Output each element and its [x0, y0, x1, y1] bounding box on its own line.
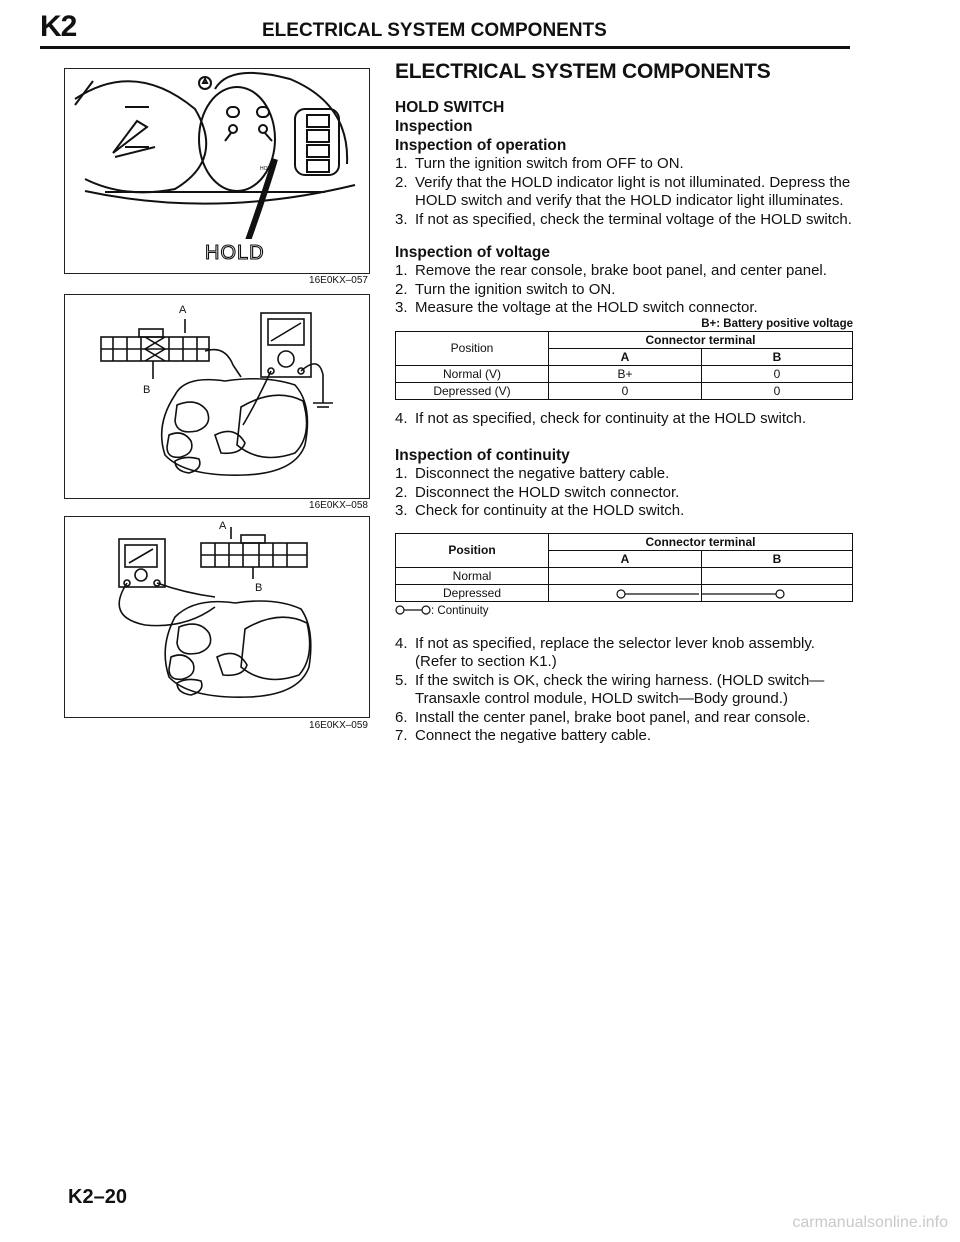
list-item: 4. If not as specified, replace the selector lever knob assembly. (Refer to section K1.) — [395, 634, 815, 670]
table-row: Depressed (V) 0 0 — [396, 382, 853, 399]
continuity-symbol-start-icon — [549, 586, 699, 600]
position-header: Position — [396, 331, 549, 365]
terminal-b-label: B — [255, 582, 263, 594]
continuity-after-steps — [395, 635, 855, 746]
content-column — [395, 60, 855, 746]
voltage-heading: Inspection of voltage — [395, 244, 551, 261]
figure-caption-3: 16E0KX–059 — [309, 720, 368, 731]
position-header: Position — [396, 533, 549, 567]
continuity-table — [395, 533, 853, 602]
column-b-header: B — [702, 348, 853, 365]
continuity-cell-a — [549, 584, 702, 601]
continuity-cell-b — [702, 584, 853, 601]
table-row: Normal — [396, 567, 853, 584]
list-item: 3. Check for continuity at the HOLD switch. — [395, 502, 685, 519]
continuity-check-illustration — [65, 517, 368, 716]
continuity-legend-icon — [395, 605, 431, 615]
svg-text:HOLD: HOLD — [260, 166, 274, 172]
list-item: 3. If not as specified, check the terminal voltage of the HOLD switch. — [395, 210, 852, 228]
figure-caption-2: 16E0KX–058 — [309, 500, 368, 511]
continuity-heading: Inspection of continuity — [395, 447, 570, 464]
figure-caption-1: 16E0KX–057 — [309, 275, 368, 286]
list-item: 1. Disconnect the negative battery cable. — [395, 465, 670, 482]
operation-steps — [395, 155, 855, 229]
terminal-a-label: A — [219, 520, 227, 532]
watermark: carmanualsonline.info — [792, 1214, 948, 1231]
voltage-steps — [395, 262, 855, 318]
connector-terminal-header: Connector terminal — [549, 331, 853, 348]
voltage-table — [395, 331, 853, 400]
list-item: 2. Turn the ignition switch to ON. — [395, 280, 616, 298]
list-item: 1. Remove the rear console, brake boot panel, and center panel. — [395, 262, 827, 279]
figure-continuity-check — [64, 516, 370, 718]
inspection-heading: Inspection — [395, 118, 473, 135]
list-item: 3. Measure the voltage at the HOLD switch connector. — [395, 299, 758, 316]
continuity-symbol-end-icon — [702, 586, 852, 600]
header-rule — [40, 46, 850, 49]
hold-label: HOLD — [205, 242, 265, 264]
list-item: 2. Disconnect the HOLD switch connector. — [395, 483, 680, 501]
list-item: 2. Verify that the HOLD indicator light is not illuminated. Depress the HOLD switch and verify that the HOLD indicator light illuminates. — [395, 173, 851, 209]
list-item: 7. Connect the negative battery cable. — [395, 727, 651, 744]
section-code: K2 — [40, 10, 77, 43]
list-item: 5. If the switch is OK, check the wiring harness. (HOLD switch—Transaxle control module, HOLD switch—Body ground.) — [395, 671, 825, 707]
continuity-steps — [395, 465, 855, 521]
list-item: 4. If not as specified, check for continuity at the HOLD switch. — [395, 409, 807, 427]
column-a-header: A — [549, 348, 702, 365]
continuity-legend: : Continuity — [395, 605, 855, 617]
operation-heading: Inspection of operation — [395, 137, 567, 154]
figure-voltage-measurement — [64, 294, 370, 499]
section-title: ELECTRICAL SYSTEM COMPONENTS — [395, 60, 771, 83]
table-row: Normal (V) B+ 0 — [396, 365, 853, 382]
voltage-after-steps — [395, 410, 855, 429]
terminal-a-label: A — [179, 304, 187, 316]
battery-voltage-note: B+: Battery positive voltage — [701, 317, 853, 330]
page-number: K2–20 — [68, 1186, 127, 1208]
page-header-title: ELECTRICAL SYSTEM COMPONENTS — [262, 20, 607, 41]
component-heading: HOLD SWITCH — [395, 99, 505, 116]
connector-terminal-header: Connector terminal — [549, 533, 853, 550]
column-b-header: B — [702, 550, 853, 567]
column-a-header: A — [549, 550, 702, 567]
figure-hold-indicator — [64, 68, 370, 274]
list-item: 6. Install the center panel, brake boot panel, and rear console. — [395, 708, 811, 726]
table-row: Depressed — [396, 584, 853, 601]
hold-indicator-illustration — [65, 69, 368, 272]
voltage-measurement-illustration — [65, 295, 368, 497]
terminal-b-label: B — [143, 384, 151, 396]
list-item: 1. Turn the ignition switch from OFF to ON. — [395, 155, 684, 172]
